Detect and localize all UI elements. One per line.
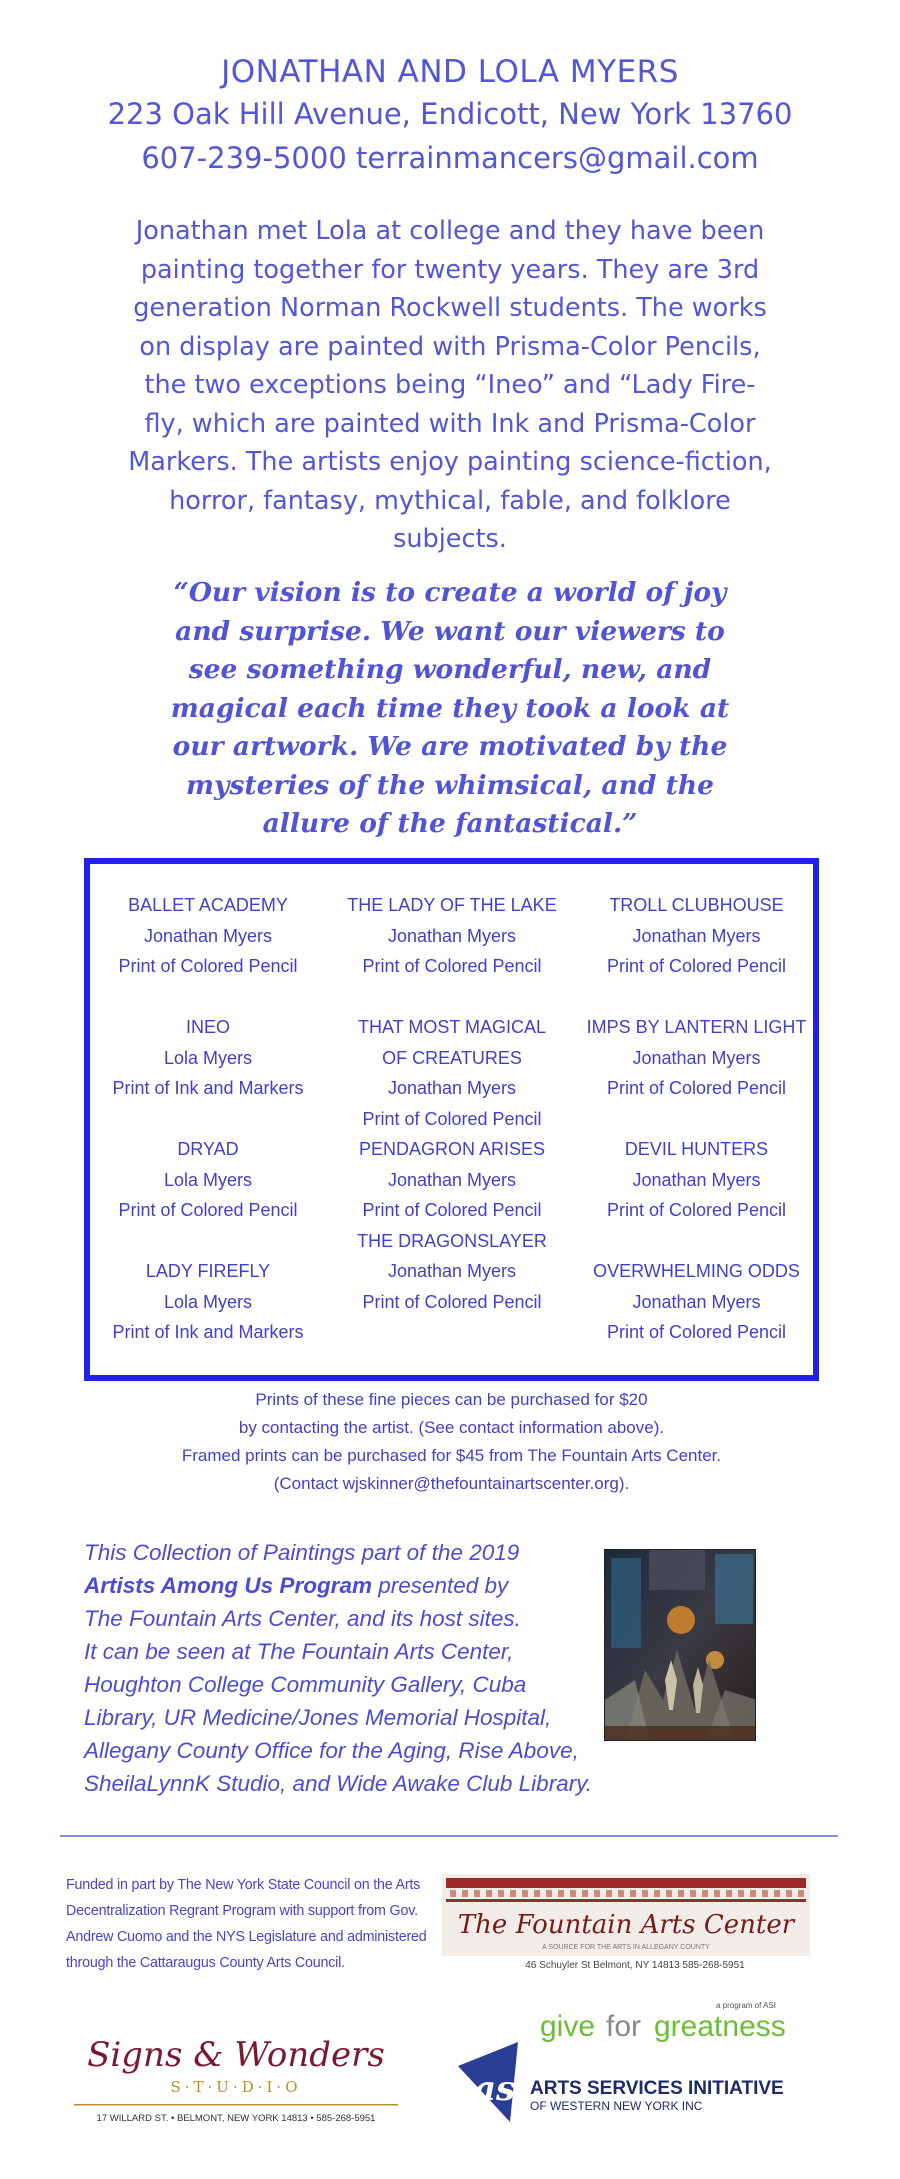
works-column-2 xyxy=(326,890,578,1317)
work-item xyxy=(90,890,326,982)
artist-contact: 607-239-5000 terrainmancers@gmail.com xyxy=(141,141,759,175)
collection-line: It can be seen at The Fountain Arts Center, xyxy=(84,1639,514,1664)
asi-name: ARTS SERVICES INITIATIVE xyxy=(530,2078,784,2099)
funding-line: Funded in part by The New York State Council on the Arts xyxy=(66,1877,421,1893)
purchase-note-line: Framed prints can be purchased for $45 from The Fountain Arts Center. xyxy=(181,1446,722,1465)
signs-address: 17 WILLARD ST. • BELMONT, NEW YORK 14813 • 585-268-5951 xyxy=(96,2113,376,2124)
work-title: INEO xyxy=(185,1017,230,1037)
collection-line: The Fountain Arts Center, and its host sites. xyxy=(84,1606,521,1631)
work-item xyxy=(326,1012,578,1134)
work-item xyxy=(578,1134,815,1226)
program-name: Artists Among Us Program xyxy=(84,1573,372,1598)
works-column-3 xyxy=(578,890,815,1348)
collection-info xyxy=(84,1536,604,1800)
arts-services-initiative-logo xyxy=(458,1996,818,2126)
funding-line: Decentralization Regrant Program with support from Gov. xyxy=(66,1903,418,1919)
funding-line: through the Cattaraugus County Arts Council. xyxy=(66,1955,345,1971)
purchase-note-line: Prints of these fine pieces can be purchased for $20 xyxy=(255,1390,648,1409)
signs-logo-name: Signs & Wonders xyxy=(87,2035,385,2075)
artist-header xyxy=(0,52,900,180)
collection-line: Allegany County Office for the Aging, Rise Above, xyxy=(84,1738,579,1763)
signs-and-wonders-logo xyxy=(66,2018,406,2116)
work-medium: Print of Colored Pencil xyxy=(606,1200,787,1220)
work-title-cont: OF CREATURES xyxy=(382,1047,522,1068)
work-title: THAT MOST MAGICAL xyxy=(357,1017,547,1037)
work-medium: Print of Colored Pencil xyxy=(362,1291,542,1312)
bio-line: generation Norman Rockwell students. The works xyxy=(133,293,767,323)
artist-address: 223 Oak Hill Avenue, Endicott, New York 13760 xyxy=(107,97,793,131)
quote-line: mysteries of the whimsical, and the xyxy=(186,769,714,801)
bio-line: on display are painted with Prisma-Color Pencils, xyxy=(139,331,761,362)
work-artist: Jonathan Myers xyxy=(387,925,517,946)
purchase-note xyxy=(90,1386,813,1498)
bio-line: the two exceptions being “Ineo” and “Lady Fire- xyxy=(144,370,756,400)
fountain-logo-name: The Fountain Arts Center xyxy=(457,1910,795,1940)
work-artist: Jonathan Myers xyxy=(632,925,761,946)
works-column-1 xyxy=(90,890,326,1348)
work-artist: Lola Myers xyxy=(163,1169,253,1190)
asi-greatness-word: greatness xyxy=(654,2010,786,2043)
work-item xyxy=(90,1134,326,1226)
asi-program-label: a program of ASI xyxy=(715,2001,776,2010)
fountain-arts-center-logo xyxy=(442,1874,810,1956)
work-item xyxy=(90,1256,326,1348)
collection-line: SheilaLynnK Studio, and Wide Awake Club Library. xyxy=(84,1771,593,1796)
fountain-address: 46 Schuyler St Belmont, NY 14813 585-268-5951 xyxy=(525,1960,745,1971)
bio-line: Markers. The artists enjoy painting science-fiction, xyxy=(128,447,772,477)
work-title: BALLET ACADEMY xyxy=(128,895,288,915)
work-title: THE DRAGONSLAYER xyxy=(357,1230,547,1251)
work-title: LADY FIREFLY xyxy=(145,1261,271,1281)
work-medium: Print of Colored Pencil xyxy=(606,956,787,976)
work-medium: Print of Colored Pencil xyxy=(362,1108,542,1129)
asi-give-word: give xyxy=(540,2010,596,2043)
funding-statement xyxy=(66,1872,456,1976)
purchase-note-line: by contacting the artist. (See contact information above). xyxy=(238,1418,665,1437)
quote-line: magical each time they took a look at xyxy=(170,692,730,724)
collection-line: Library, UR Medicine/Jones Memorial Hospital, xyxy=(84,1705,552,1730)
quote-line: see something wonderful, new, and xyxy=(188,654,712,685)
work-item xyxy=(326,1226,578,1318)
quote-line: “Our vision is to create a world of joy xyxy=(173,577,727,608)
asi-monogram-icon xyxy=(458,2042,528,2122)
quote-line: and surprise. We want our viewers to xyxy=(175,615,725,647)
work-medium: Print of Colored Pencil xyxy=(606,1078,787,1098)
work-medium: Print of Colored Pencil xyxy=(118,956,298,976)
collection-line: Houghton College Community Gallery, Cuba xyxy=(84,1672,527,1697)
work-title: IMPS BY LANTERN LIGHT xyxy=(586,1017,807,1037)
work-artist: Jonathan Myers xyxy=(387,1261,517,1281)
work-item xyxy=(326,890,578,982)
work-item xyxy=(578,1256,815,1348)
work-title: OVERWHELMING ODDS xyxy=(593,1261,800,1281)
asi-monogram-text: asi xyxy=(474,2069,529,2109)
work-artist: Jonathan Myers xyxy=(632,1047,761,1068)
section-divider xyxy=(60,1835,838,1837)
work-artist: Lola Myers xyxy=(163,1291,253,1312)
work-title: THE LADY OF THE LAKE xyxy=(347,895,557,915)
work-artist: Jonathan Myers xyxy=(387,1078,517,1098)
funding-line: Andrew Cuomo and the NYS Legislature and administered xyxy=(66,1929,427,1945)
works-list-box xyxy=(84,858,819,1493)
work-medium: Print of Ink and Markers xyxy=(112,1078,304,1098)
collection-line: This Collection of Paintings part of the 2019 xyxy=(84,1540,520,1565)
work-medium: Print of Colored Pencil xyxy=(118,1200,298,1220)
vision-quote xyxy=(140,574,760,844)
collection-line-rest: presented by xyxy=(371,1573,509,1598)
signs-logo-studio: S·T·U·D·I·O xyxy=(170,2078,302,2096)
bio-line: horror, fantasy, mythical, fable, and folklore subjects. xyxy=(169,485,731,554)
work-item xyxy=(578,890,815,982)
work-item xyxy=(578,1012,815,1104)
work-artist: Jonathan Myers xyxy=(632,1291,761,1312)
artist-bio xyxy=(120,212,780,559)
purchase-note-line: (Contact wjskinner@thefountainartscenter.org). xyxy=(273,1474,630,1493)
work-title: PENDAGRON ARISES xyxy=(358,1139,546,1159)
work-medium: Print of Colored Pencil xyxy=(362,956,542,976)
work-artist: Jonathan Myers xyxy=(387,1169,517,1190)
work-artist: Jonathan Myers xyxy=(632,1169,761,1190)
artist-names: JONATHAN AND LOLA MYERS xyxy=(221,54,679,90)
work-medium: Print of Ink and Markers xyxy=(112,1322,304,1342)
quote-line: our artwork. We are motivated by the xyxy=(172,731,728,762)
work-medium: Print of Colored Pencil xyxy=(362,1200,542,1220)
work-item xyxy=(326,1134,578,1226)
quote-line: allure of the fantastical.” xyxy=(262,808,638,839)
asi-for-word: for xyxy=(606,2010,642,2043)
bio-line: fly, which are painted with Ink and Prisma-Color xyxy=(144,408,756,439)
bio-line: painting together for twenty years. They are 3rd xyxy=(140,254,760,285)
asi-subname: OF WESTERN NEW YORK INC xyxy=(530,2099,703,2113)
work-title: DEVIL HUNTERS xyxy=(624,1139,769,1159)
fountain-logo-tagline: A SOURCE FOR THE ARTS IN ALLEGANY COUNTY xyxy=(542,1944,710,1951)
featured-painting-image xyxy=(604,1549,756,1741)
bio-line: Jonathan met Lola at college and they have been xyxy=(135,216,765,246)
work-medium: Print of Colored Pencil xyxy=(606,1322,787,1342)
work-title: TROLL CLUBHOUSE xyxy=(609,895,784,915)
collection-line xyxy=(84,1569,604,1602)
work-artist: Lola Myers xyxy=(163,1047,253,1068)
work-artist: Jonathan Myers xyxy=(143,925,273,946)
work-item xyxy=(90,1012,326,1104)
work-title: DRYAD xyxy=(177,1139,239,1159)
